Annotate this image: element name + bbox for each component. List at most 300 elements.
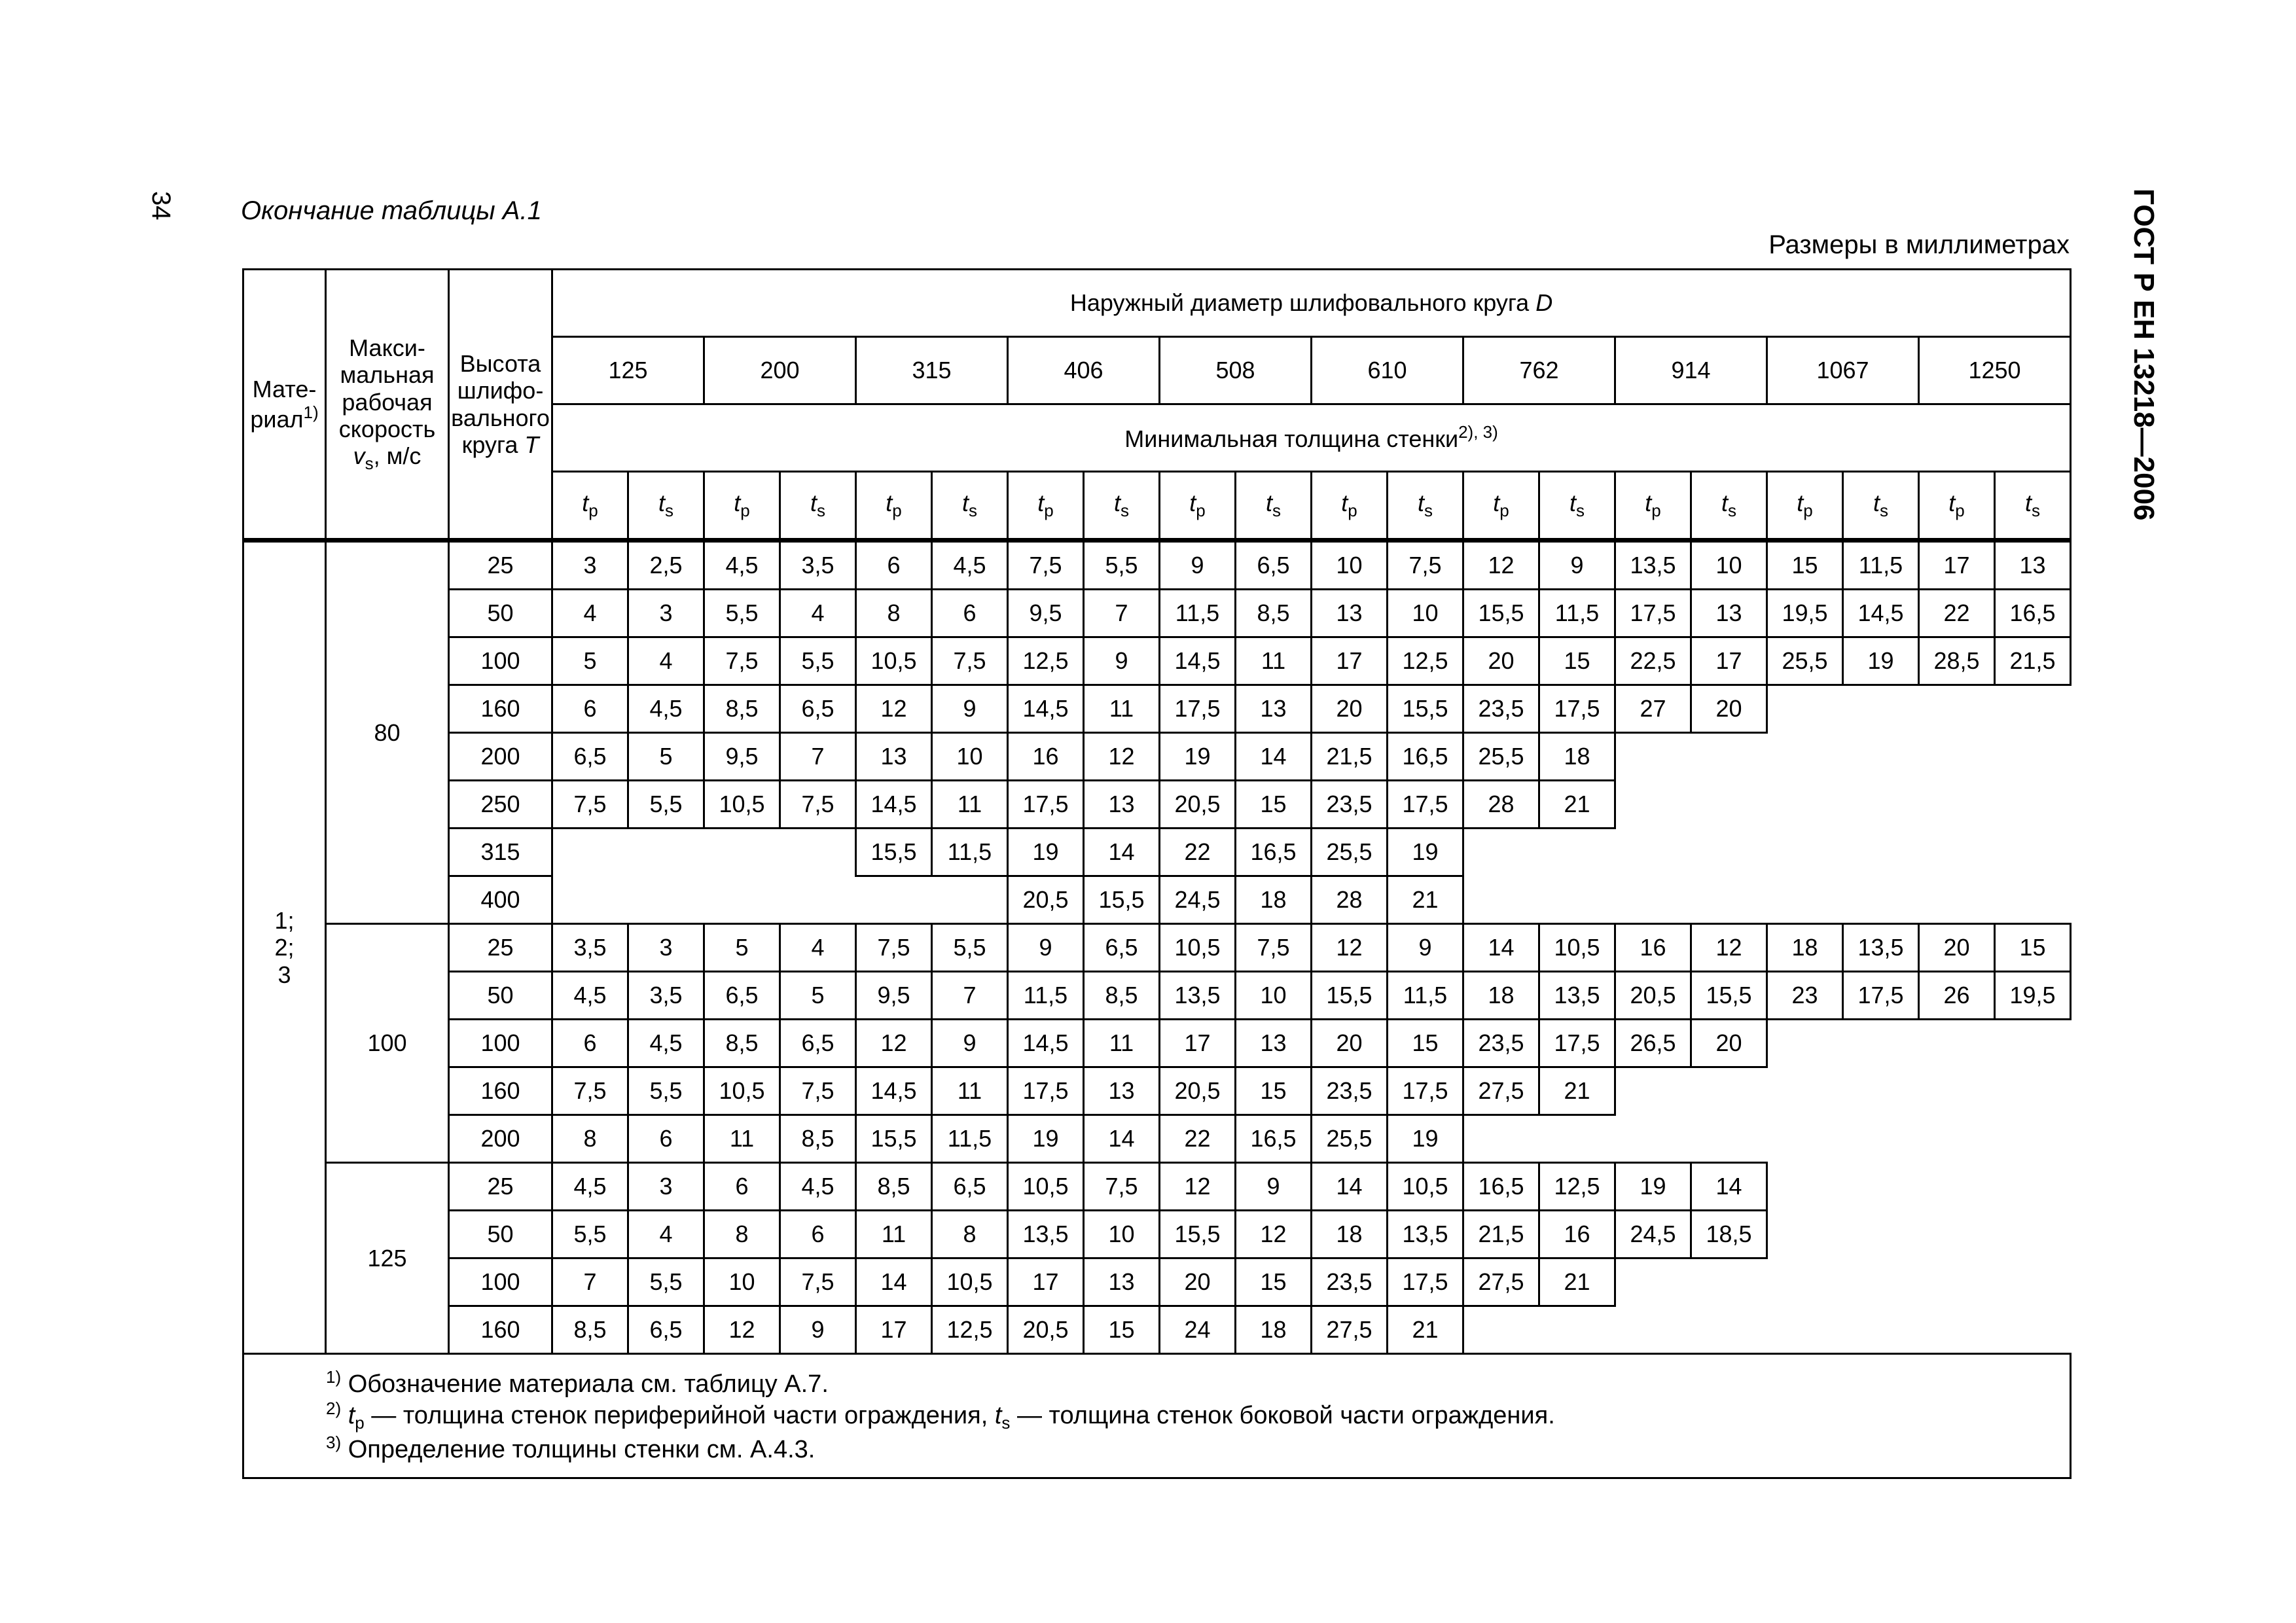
value-cell: 13	[856, 733, 932, 781]
value-cell: 15	[1388, 1020, 1463, 1067]
value-cell: 8	[552, 1115, 628, 1163]
value-cell: 28,5	[1919, 637, 1995, 685]
value-cell: 17,5	[1539, 685, 1615, 733]
height-cell: 160	[449, 1306, 552, 1354]
value-cell: 17,5	[1539, 1020, 1615, 1067]
value-cell: 23	[1767, 972, 1843, 1020]
value-cell: 15	[1539, 637, 1615, 685]
value-cell: 8,5	[704, 1020, 780, 1067]
value-cell: 22	[1160, 1115, 1236, 1163]
tp-header: $t_p$	[1919, 472, 1995, 541]
value-cell: 21,5	[1995, 637, 2071, 685]
value-cell: 7,5	[780, 1258, 856, 1306]
value-cell	[1919, 1020, 1995, 1067]
value-cell	[1463, 1115, 1539, 1163]
value-cell: 13	[1995, 541, 2071, 590]
value-cell: 7	[780, 733, 856, 781]
value-cell	[1691, 781, 1767, 829]
value-cell: 17	[1312, 637, 1388, 685]
value-cell: 11,5	[932, 829, 1008, 876]
value-cell: 15	[1084, 1306, 1160, 1354]
value-cell: 21	[1539, 1258, 1615, 1306]
value-cell	[1919, 829, 1995, 876]
value-cell	[1767, 1067, 1843, 1115]
value-cell: 14	[1236, 733, 1312, 781]
value-cell	[1615, 1306, 1691, 1354]
value-cell: 11,5	[1843, 541, 1919, 590]
value-cell: 3	[552, 541, 628, 590]
value-cell: 4	[780, 924, 856, 972]
value-cell	[1919, 781, 1995, 829]
value-cell: 11	[856, 1211, 932, 1258]
value-cell: 10,5	[932, 1258, 1008, 1306]
height-cell: 25	[449, 541, 552, 590]
value-cell: 19	[1008, 1115, 1084, 1163]
value-cell: 12,5	[932, 1306, 1008, 1354]
value-cell: 15	[1767, 541, 1843, 590]
value-cell	[1767, 1115, 1843, 1163]
value-cell: 19,5	[1767, 590, 1843, 637]
value-cell	[1919, 876, 1995, 924]
value-cell: 4,5	[628, 1020, 704, 1067]
value-cell	[1843, 1211, 1919, 1258]
value-cell	[704, 876, 780, 924]
diameter-header: 610	[1312, 337, 1463, 404]
tp-header: $t_p$	[1312, 472, 1388, 541]
value-cell: 27	[1615, 685, 1691, 733]
value-cell: 14,5	[1843, 590, 1919, 637]
value-cell: 11,5	[1160, 590, 1236, 637]
value-cell: 17	[1160, 1020, 1236, 1067]
value-cell: 13,5	[1539, 972, 1615, 1020]
tp-header: $t_p$	[704, 472, 780, 541]
footnote-2: $^{2)}$ $t_p$ — толщина стенок периферийной части ограждения, $t_s$ — толщина стенок боковой части ограждения.	[326, 1398, 1555, 1433]
value-cell: 20	[1691, 1020, 1767, 1067]
value-cell	[1767, 1020, 1843, 1067]
value-cell: 13	[1312, 590, 1388, 637]
value-cell: 17,5	[1008, 781, 1084, 829]
table-row	[243, 781, 2071, 829]
value-cell	[1767, 876, 1843, 924]
value-cell: 17,5	[1160, 685, 1236, 733]
value-cell: 9	[1236, 1163, 1312, 1211]
value-cell: 7,5	[1236, 924, 1312, 972]
table-caption: Окончание таблицы А.1	[241, 196, 542, 225]
table-row	[243, 637, 2071, 685]
ts-header: $t_s$	[1539, 472, 1615, 541]
height-cell: 200	[449, 733, 552, 781]
value-cell	[1843, 1115, 1919, 1163]
value-cell: 4,5	[552, 1163, 628, 1211]
height-cell: 50	[449, 972, 552, 1020]
value-cell	[1843, 1163, 1919, 1211]
value-cell: 6,5	[780, 1020, 856, 1067]
value-cell	[780, 829, 856, 876]
header-wheel-height: Высота шлифо- вального круга T	[449, 270, 552, 541]
value-cell: 6	[932, 590, 1008, 637]
value-cell: 17,5	[1388, 1067, 1463, 1115]
table-row	[243, 1067, 2071, 1115]
value-cell: 6	[780, 1211, 856, 1258]
value-cell: 22	[1919, 590, 1995, 637]
value-cell: 15,5	[1084, 876, 1160, 924]
height-cell: 315	[449, 829, 552, 876]
value-cell: 16,5	[1236, 829, 1312, 876]
table-row	[243, 685, 2071, 733]
value-cell: 17	[1919, 541, 1995, 590]
units-note: Размеры в миллиметрах	[1768, 230, 2070, 259]
tp-header: $t_p$	[1008, 472, 1084, 541]
header-min-thickness: Минимальная толщина стенки$^{2), 3)}$	[552, 404, 2071, 472]
value-cell: 20,5	[1008, 876, 1084, 924]
value-cell: 17	[856, 1306, 932, 1354]
value-cell: 4	[552, 590, 628, 637]
diameter-header: 200	[704, 337, 856, 404]
value-cell	[552, 876, 628, 924]
value-cell: 14	[856, 1258, 932, 1306]
value-cell	[704, 829, 780, 876]
value-cell: 10	[1084, 1211, 1160, 1258]
value-cell: 13,5	[1008, 1211, 1084, 1258]
diameter-header: 406	[1008, 337, 1160, 404]
value-cell: 4	[780, 590, 856, 637]
ts-header: $t_s$	[1388, 472, 1463, 541]
value-cell: 10	[1388, 590, 1463, 637]
table-row	[243, 733, 2071, 781]
value-cell: 19	[1008, 829, 1084, 876]
value-cell: 5,5	[628, 1067, 704, 1115]
height-cell: 100	[449, 1020, 552, 1067]
value-cell: 9	[1539, 541, 1615, 590]
value-cell: 3	[628, 1163, 704, 1211]
value-cell: 10,5	[856, 637, 932, 685]
value-cell: 7,5	[1008, 541, 1084, 590]
value-cell: 13,5	[1160, 972, 1236, 1020]
value-cell: 11	[932, 1067, 1008, 1115]
value-cell: 8	[932, 1211, 1008, 1258]
value-cell: 5,5	[1084, 541, 1160, 590]
value-cell: 18	[1236, 1306, 1312, 1354]
value-cell: 3,5	[552, 924, 628, 972]
speed-cell: 125	[326, 1163, 449, 1354]
value-cell	[628, 876, 704, 924]
value-cell: 3	[628, 924, 704, 972]
diameter-header: 1250	[1919, 337, 2071, 404]
value-cell	[1995, 781, 2071, 829]
value-cell: 15	[1995, 924, 2071, 972]
value-cell: 15,5	[1463, 590, 1539, 637]
value-cell: 13,5	[1615, 541, 1691, 590]
value-cell	[1843, 685, 1919, 733]
value-cell: 20,5	[1160, 1067, 1236, 1115]
value-cell: 4	[628, 1211, 704, 1258]
height-cell: 160	[449, 1067, 552, 1115]
value-cell: 10,5	[704, 781, 780, 829]
value-cell: 12	[1160, 1163, 1236, 1211]
value-cell: 25,5	[1767, 637, 1843, 685]
value-cell	[1919, 1258, 1995, 1306]
table-row	[243, 1211, 2071, 1258]
value-cell: 12,5	[1539, 1163, 1615, 1211]
value-cell: 19	[1388, 1115, 1463, 1163]
value-cell: 7,5	[1084, 1163, 1160, 1211]
value-cell: 10	[1691, 541, 1767, 590]
value-cell: 23,5	[1312, 1258, 1388, 1306]
value-cell: 13	[1691, 590, 1767, 637]
table-row	[243, 590, 2071, 637]
value-cell: 27,5	[1312, 1306, 1388, 1354]
ts-header: $t_s$	[1236, 472, 1312, 541]
value-cell: 2,5	[628, 541, 704, 590]
diameter-header: 762	[1463, 337, 1615, 404]
value-cell: 7,5	[704, 637, 780, 685]
value-cell: 12	[1463, 541, 1539, 590]
table-row	[243, 1258, 2071, 1306]
value-cell: 20	[1919, 924, 1995, 972]
value-cell	[1539, 876, 1615, 924]
value-cell: 5,5	[552, 1211, 628, 1258]
value-cell: 20	[1312, 685, 1388, 733]
value-cell: 14	[1084, 1115, 1160, 1163]
value-cell: 12	[1236, 1211, 1312, 1258]
value-cell: 25,5	[1312, 1115, 1388, 1163]
height-cell: 200	[449, 1115, 552, 1163]
value-cell: 23,5	[1463, 1020, 1539, 1067]
value-cell	[1691, 829, 1767, 876]
ts-header: $t_s$	[780, 472, 856, 541]
value-cell: 8,5	[704, 685, 780, 733]
value-cell: 7,5	[552, 781, 628, 829]
value-cell	[1919, 1163, 1995, 1211]
value-cell: 24	[1160, 1306, 1236, 1354]
value-cell	[1615, 829, 1691, 876]
value-cell: 18	[1312, 1211, 1388, 1258]
footnote-1: $^{1)}$ Обозначение материала см. таблицу А.7.	[326, 1367, 829, 1398]
tp-header: $t_p$	[552, 472, 628, 541]
value-cell: 21,5	[1463, 1211, 1539, 1258]
value-cell: 12,5	[1388, 637, 1463, 685]
value-cell: 7,5	[552, 1067, 628, 1115]
table-row	[243, 541, 2071, 590]
value-cell: 12	[704, 1306, 780, 1354]
value-cell: 11	[704, 1115, 780, 1163]
value-cell: 11,5	[1008, 972, 1084, 1020]
footnote-3: $^{3)}$ Определение толщины стенки см. А.4.3.	[326, 1432, 816, 1463]
value-cell: 15	[1236, 1067, 1312, 1115]
table-row	[243, 1163, 2071, 1211]
value-cell: 8	[704, 1211, 780, 1258]
value-cell: 3	[628, 590, 704, 637]
value-cell: 5,5	[780, 637, 856, 685]
value-cell: 13	[1084, 781, 1160, 829]
value-cell	[780, 876, 856, 924]
value-cell	[1995, 685, 2071, 733]
value-cell: 6,5	[552, 733, 628, 781]
value-cell: 7	[1084, 590, 1160, 637]
ts-header: $t_s$	[1084, 472, 1160, 541]
value-cell: 24,5	[1160, 876, 1236, 924]
value-cell: 16,5	[1388, 733, 1463, 781]
diameter-header: 1067	[1767, 337, 1919, 404]
value-cell: 15,5	[1160, 1211, 1236, 1258]
value-cell	[1995, 1163, 2071, 1211]
value-cell	[1767, 733, 1843, 781]
value-cell: 7,5	[856, 924, 932, 972]
value-cell: 28	[1312, 876, 1388, 924]
value-cell: 19	[1160, 733, 1236, 781]
value-cell: 16	[1615, 924, 1691, 972]
value-cell: 5	[780, 972, 856, 1020]
value-cell	[1615, 876, 1691, 924]
value-cell: 22	[1160, 829, 1236, 876]
header-outer-diameter: Наружный диаметр шлифовального круга D	[552, 270, 2071, 337]
thickness-table	[242, 268, 2072, 1479]
value-cell: 9	[780, 1306, 856, 1354]
height-cell: 160	[449, 685, 552, 733]
value-cell	[1995, 829, 2071, 876]
value-cell: 5,5	[704, 590, 780, 637]
value-cell: 14,5	[856, 781, 932, 829]
value-cell: 8	[856, 590, 932, 637]
value-cell: 15	[1236, 1258, 1312, 1306]
value-cell	[1843, 1020, 1919, 1067]
value-cell: 6,5	[780, 685, 856, 733]
height-cell: 250	[449, 781, 552, 829]
value-cell	[1767, 829, 1843, 876]
value-cell: 20	[1463, 637, 1539, 685]
value-cell: 23,5	[1463, 685, 1539, 733]
value-cell	[628, 829, 704, 876]
table-row	[243, 1115, 2071, 1163]
value-cell: 27,5	[1463, 1258, 1539, 1306]
value-cell: 23,5	[1312, 1067, 1388, 1115]
value-cell: 17,5	[1843, 972, 1919, 1020]
value-cell: 8,5	[552, 1306, 628, 1354]
footnotes-row	[243, 1354, 2071, 1478]
value-cell: 20	[1160, 1258, 1236, 1306]
value-cell: 15,5	[856, 1115, 932, 1163]
value-cell: 11	[1236, 637, 1312, 685]
value-cell: 25,5	[1312, 829, 1388, 876]
value-cell: 8,5	[856, 1163, 932, 1211]
value-cell	[1463, 829, 1539, 876]
value-cell: 14,5	[856, 1067, 932, 1115]
value-cell: 24,5	[1615, 1211, 1691, 1258]
value-cell: 9	[932, 1020, 1008, 1067]
value-cell: 15	[1236, 781, 1312, 829]
value-cell: 8,5	[1236, 590, 1312, 637]
value-cell: 13,5	[1843, 924, 1919, 972]
value-cell: 10,5	[1388, 1163, 1463, 1211]
value-cell: 9	[1388, 924, 1463, 972]
value-cell	[1691, 733, 1767, 781]
value-cell: 19	[1615, 1163, 1691, 1211]
table-row	[243, 876, 2071, 924]
value-cell: 13	[1084, 1258, 1160, 1306]
value-cell: 19	[1843, 637, 1919, 685]
value-cell: 26,5	[1615, 1020, 1691, 1067]
page-number: 34	[147, 191, 175, 221]
material-cell: 1; 2; 3	[243, 541, 326, 1354]
value-cell: 15,5	[856, 829, 932, 876]
value-cell: 9,5	[704, 733, 780, 781]
value-cell: 10,5	[1539, 924, 1615, 972]
value-cell	[1691, 1067, 1767, 1115]
value-cell	[1691, 1306, 1767, 1354]
value-cell: 9	[1084, 637, 1160, 685]
value-cell: 20	[1691, 685, 1767, 733]
value-cell: 9,5	[1008, 590, 1084, 637]
value-cell: 21	[1388, 1306, 1463, 1354]
value-cell	[1767, 1163, 1843, 1211]
value-cell: 6	[856, 541, 932, 590]
ts-header: $t_s$	[932, 472, 1008, 541]
value-cell	[1919, 1306, 1995, 1354]
value-cell: 11	[1084, 685, 1160, 733]
value-cell: 25,5	[1463, 733, 1539, 781]
value-cell	[552, 829, 628, 876]
value-cell: 9	[1008, 924, 1084, 972]
value-cell: 18	[1463, 972, 1539, 1020]
table-row	[243, 972, 2071, 1020]
value-cell: 9,5	[856, 972, 932, 1020]
value-cell: 4	[628, 637, 704, 685]
value-cell: 9	[1160, 541, 1236, 590]
value-cell	[1995, 1258, 2071, 1306]
value-cell: 14	[1312, 1163, 1388, 1211]
value-cell: 17,5	[1615, 590, 1691, 637]
value-cell: 5	[628, 733, 704, 781]
ts-header: $t_s$	[1995, 472, 2071, 541]
value-cell: 6,5	[932, 1163, 1008, 1211]
value-cell: 20,5	[1008, 1306, 1084, 1354]
diameter-header: 315	[856, 337, 1008, 404]
value-cell: 6,5	[1084, 924, 1160, 972]
value-cell: 6,5	[704, 972, 780, 1020]
value-cell	[1463, 1306, 1539, 1354]
value-cell: 8,5	[780, 1115, 856, 1163]
value-cell: 20	[1312, 1020, 1388, 1067]
value-cell	[1843, 1306, 1919, 1354]
value-cell	[1995, 1306, 2071, 1354]
height-cell: 100	[449, 1258, 552, 1306]
value-cell: 13	[1236, 1020, 1312, 1067]
value-cell: 10,5	[704, 1067, 780, 1115]
value-cell	[1995, 1067, 2071, 1115]
value-cell: 12	[856, 685, 932, 733]
value-cell: 5,5	[628, 781, 704, 829]
value-cell: 11,5	[932, 1115, 1008, 1163]
value-cell: 17	[1691, 637, 1767, 685]
value-cell: 22,5	[1615, 637, 1691, 685]
value-cell	[1843, 781, 1919, 829]
value-cell: 7,5	[932, 637, 1008, 685]
ts-header: $t_s$	[628, 472, 704, 541]
table-row	[243, 924, 2071, 972]
value-cell: 19,5	[1995, 972, 2071, 1020]
value-cell	[1691, 1115, 1767, 1163]
value-cell: 12	[1084, 733, 1160, 781]
diameter-header: 508	[1160, 337, 1312, 404]
value-cell: 18	[1539, 733, 1615, 781]
value-cell	[856, 876, 932, 924]
height-cell: 100	[449, 637, 552, 685]
value-cell	[1995, 733, 2071, 781]
value-cell	[1919, 1211, 1995, 1258]
value-cell: 7,5	[1388, 541, 1463, 590]
value-cell: 6,5	[628, 1306, 704, 1354]
value-cell	[1767, 781, 1843, 829]
